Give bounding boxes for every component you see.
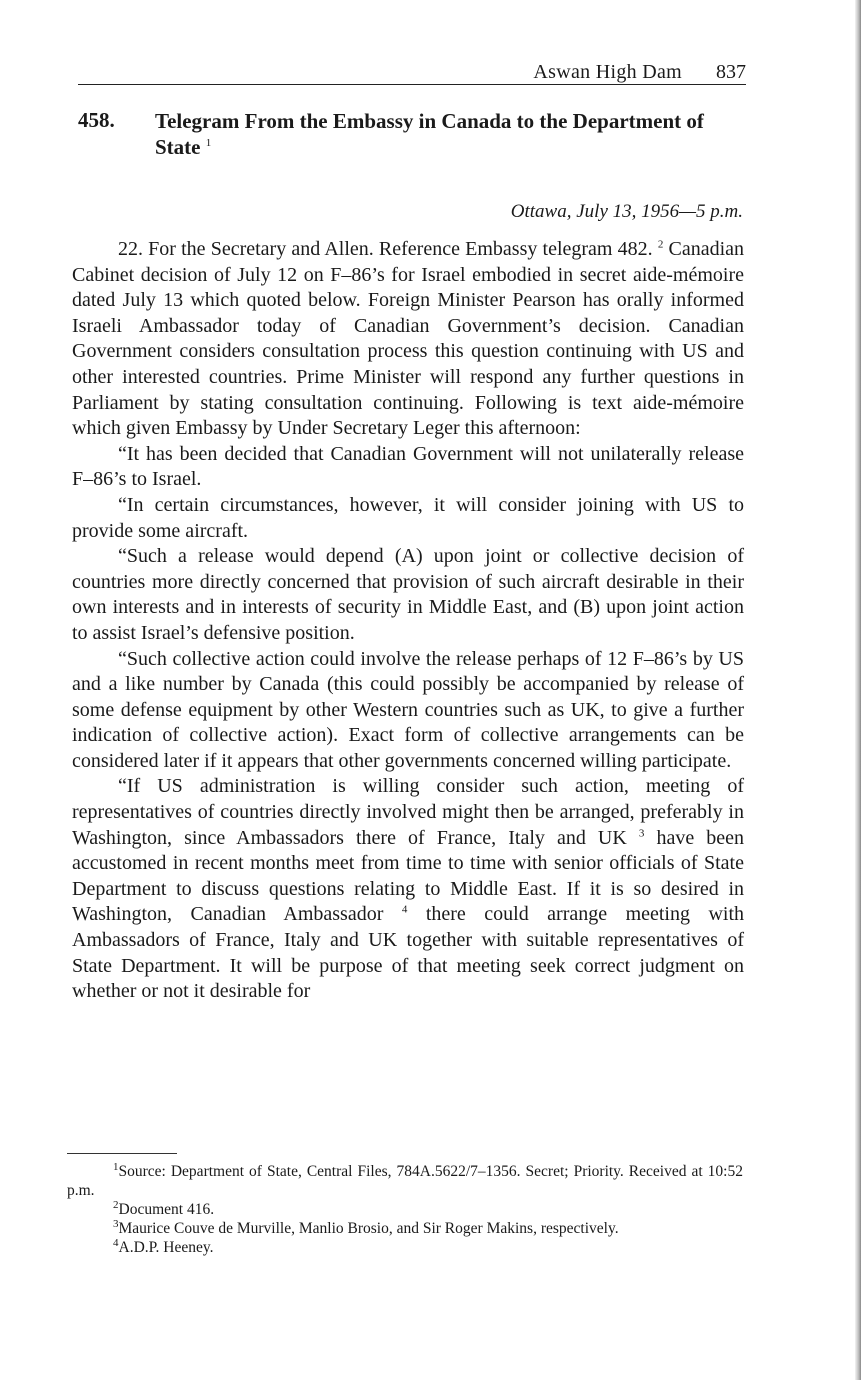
footnote-ref[interactable]: 1 [205, 137, 212, 149]
footnotes [67, 1162, 743, 1257]
footnote-text: Source: Department of State, Central Files, 784A.5622/7–1356. Secret; Priority. Received at 10:52 p.m. [67, 1163, 743, 1199]
footnote-ref[interactable]: 2 [657, 238, 664, 251]
paragraph: “Such a release would depend (A) upon joint or collective decision of countries more directly concerned that provision of such aircraft desirable in their own interests and in interests of security in Middle East, and (B) upon joint action to assist Israel’s defensive position. [72, 545, 744, 644]
running-title: Aswan High Dam [533, 61, 682, 83]
footnote-divider [67, 1153, 177, 1154]
footnote [67, 1219, 743, 1238]
paragraph-text: have been accustomed in recent months meet from time to time with senior officials of State Department to discuss questions relating to Middle East. If it is so desired in Washington, Canadian Ambassador [72, 826, 745, 926]
footnote-mark: 4 [113, 1236, 119, 1249]
paragraph: “It has been decided that Canadian Government will not unilaterally release F–86’s to Israel. [72, 442, 744, 491]
document-number: 458. [78, 108, 115, 132]
paragraph: “In certain circumstances, however, it will consider joining with US to provide some aircraft. [72, 493, 744, 542]
paragraph-text: Canadian Cabinet decision of July 12 on F–86’s for Israel embodied in secret aide-mémoire dated July 13 which quoted below. Foreign Minister Pearson has orally informed Israeli Ambassador today of Canadian Government’s decision. Canadian Government considers consultation process this question continuing with US and other interested countries. Prime Minister will respond any further questions in Parliament by stating consultation continuing. Following is text aide-mémoire which given Embassy by Under Secretary Leger this afternoon: [72, 238, 745, 440]
running-header [78, 60, 746, 85]
footnote-ref[interactable]: 3 [638, 827, 645, 839]
page-number: 837 [716, 61, 746, 83]
footnote [67, 1200, 743, 1219]
paragraph-text: “If US administration is willing consider such action, meeting of representatives of countries directly involved might then be arranged, preferably in Washington, since Ambassadors there of France, Italy and UK [72, 775, 744, 849]
footnote-ref[interactable]: 4 [401, 903, 408, 916]
paragraph-text: 22. For the Secretary and Allen. Reference Embassy telegram 482. [118, 238, 653, 260]
paragraph: “Such collective action could involve the release perhaps of 12 F–86’s by US and a like number by Canada (this could possibly be accompanied by release of some defense equipment by other Western countries such as UK, to give a further indication of collective action). Exact form of collective arrangements can be considered later if it appears that other governments concerned willing participate. [72, 647, 744, 772]
footnote [67, 1238, 743, 1257]
footnote [67, 1162, 743, 1200]
paragraph-text: there could arrange meeting with Ambassadors of France, Italy and UK together with suitable representatives of State Department. It will be purpose of that meeting seek correct judgment on whether or not it desirable for [72, 903, 745, 1003]
footnote-text: Maurice Couve de Murville, Manlio Brosio, and Sir Roger Makins, respectively. [118, 1220, 619, 1237]
page-edge [855, 0, 861, 1380]
footnote-text: A.D.P. Heeney. [118, 1239, 214, 1256]
document-title-text: Telegram From the Embassy in Canada to the Department of State [155, 109, 704, 159]
document-title [155, 108, 715, 160]
footnote-mark: 2 [113, 1198, 119, 1211]
telegram-body [72, 237, 744, 1005]
footnote-mark: 1 [113, 1160, 119, 1173]
dateline: Ottawa, July 13, 1956—5 p.m. [510, 201, 743, 222]
footnote-text: Document 416. [118, 1201, 215, 1218]
paragraph [72, 237, 744, 442]
paragraph [72, 774, 744, 1004]
footnote-mark: 3 [113, 1217, 119, 1230]
